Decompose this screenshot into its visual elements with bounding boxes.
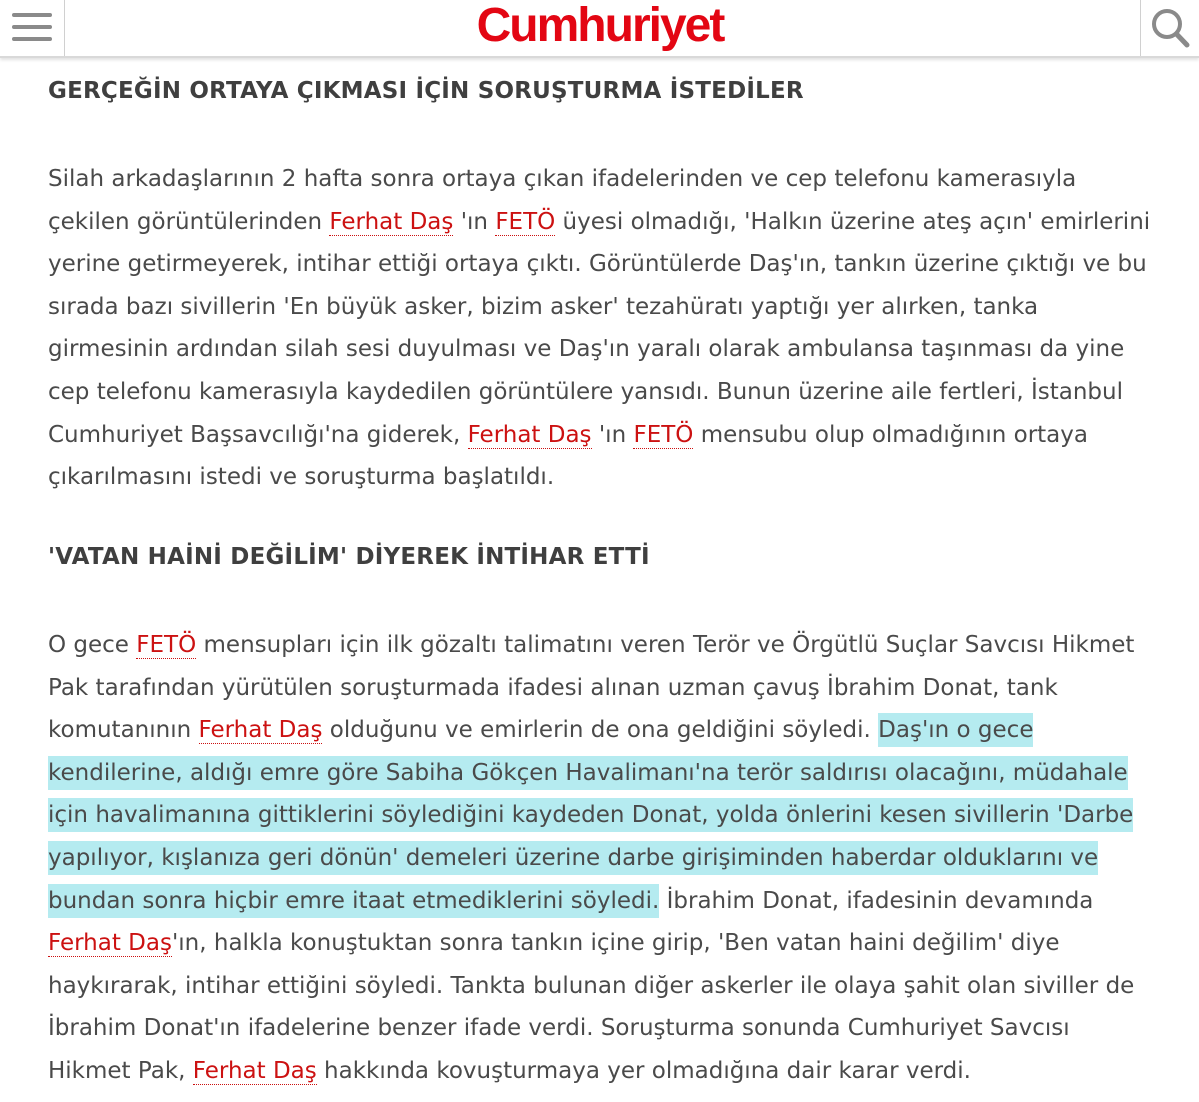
hamburger-menu-icon[interactable] bbox=[0, 0, 65, 56]
paragraph-text: O gece bbox=[48, 632, 137, 658]
article-paragraph bbox=[48, 624, 1158, 1093]
highlighted-text: Daş'ın o gece kendilerine, aldığı emre göre Sabiha Gökçen Havalimanı'na terör saldırısı olacağını, müdahale için havalimanına gittiklerini söylediğini kaydeden Donat, yolda önlerini kesen sivillerin 'Darbe yapılıyor, kışlanıza geri dönün' demeleri üzerine darbe girişiminden haberdar olduklarını ve bundan sonra hiçbir emre itaat etmediklerini söyledi. bbox=[48, 713, 1133, 917]
paragraph-text: 'ın, halkla konuştuktan sonra tankın içine girip, 'Ben vatan haini değilim' diye haykırarak, intihar ettiğini söyledi. Tankta bulunan diğer askerler ile olaya şahit olan siviller de İbrahim Donat'ın ifadelerine benzer ifade verdi. Soruşturma sonunda Cumhuriyet Savcısı Hikmet Pak, bbox=[48, 930, 1135, 1084]
paragraph-text: mensupları için ilk gözaltı talimatını veren Terör ve Örgütlü Suçlar Savcısı Hikmet Pak tarafından yürütülen soruşturmada ifadesi alınan uzman çavuş İbrahim Donat, tank komutanının bbox=[48, 632, 1135, 744]
paragraph-text: hakkında kovuşturmaya yer olmadığına dair karar verdi. bbox=[316, 1057, 971, 1084]
section-heading: 'VATAN HAİNİ DEĞİLİM' DİYEREK İNTİHAR ETTİ bbox=[48, 544, 650, 570]
paragraph-text: mensubu olup olmadığının ortaya çıkarılmasını istedi ve soruşturma başlatıldı. bbox=[48, 421, 1088, 491]
site-header bbox=[0, 0, 1199, 58]
tag-link-feto[interactable]: FETÖ bbox=[136, 632, 197, 658]
paragraph-text: 'ın bbox=[591, 421, 634, 448]
tag-link-ferhat-das[interactable]: Ferhat Daş bbox=[329, 208, 454, 235]
tag-link-feto[interactable]: FETÖ bbox=[495, 208, 556, 235]
paragraph-text: Silah arkadaşlarının 2 hafta sonra ortaya çıkan ifadelerinden ve cep telefonu kamerasıyla çekilen görüntülerinden bbox=[48, 166, 1077, 235]
tag-link-ferhat-das[interactable]: Ferhat Daş bbox=[192, 1057, 317, 1084]
tag-link-ferhat-das[interactable]: Ferhat Daş bbox=[467, 421, 592, 448]
paragraph-text: olduğunu ve emirlerin de ona geldiğini söyledi. bbox=[322, 717, 879, 744]
article-paragraph bbox=[48, 158, 1158, 499]
paragraph-text: 'ın bbox=[453, 208, 496, 235]
paragraph-text: İbrahim Donat, ifadesinin devamında bbox=[659, 887, 1094, 914]
tag-link-feto[interactable]: FETÖ bbox=[633, 421, 694, 448]
tag-link-ferhat-das[interactable]: Ferhat Daş bbox=[48, 930, 172, 957]
paragraph-text: üyesi olmadığı, 'Halkın üzerine ateş açın' emirlerini yerine getirmeyerek, intihar ettiği ortaya çıktı. Görüntülerde Daş'ın, tankın üzerine çıktığı ve bu sırada bazı sivillerin 'En büyük asker, bizim asker' tezahüratı yaptığı yer alırken, tanka girmesinin ardından silah sesi duyulması ve Daş'ın yaralı olarak ambulansa taşınması da yine cep telefonu kamerasıyla kaydedilen görüntülere yansıdı. Bunun üzerine aile fertleri, İstanbul Cumhuriyet Başsavcılığı'na giderek, bbox=[48, 208, 1151, 448]
search-icon[interactable] bbox=[1140, 0, 1199, 56]
tag-link-ferhat-das[interactable]: Ferhat Daş bbox=[198, 717, 323, 744]
section-heading: GERÇEĞİN ORTAYA ÇIKMASI İÇİN SORUŞTURMA İSTEDİLER bbox=[48, 78, 804, 104]
site-logo[interactable]: Cumhuriyet bbox=[476, 0, 724, 52]
